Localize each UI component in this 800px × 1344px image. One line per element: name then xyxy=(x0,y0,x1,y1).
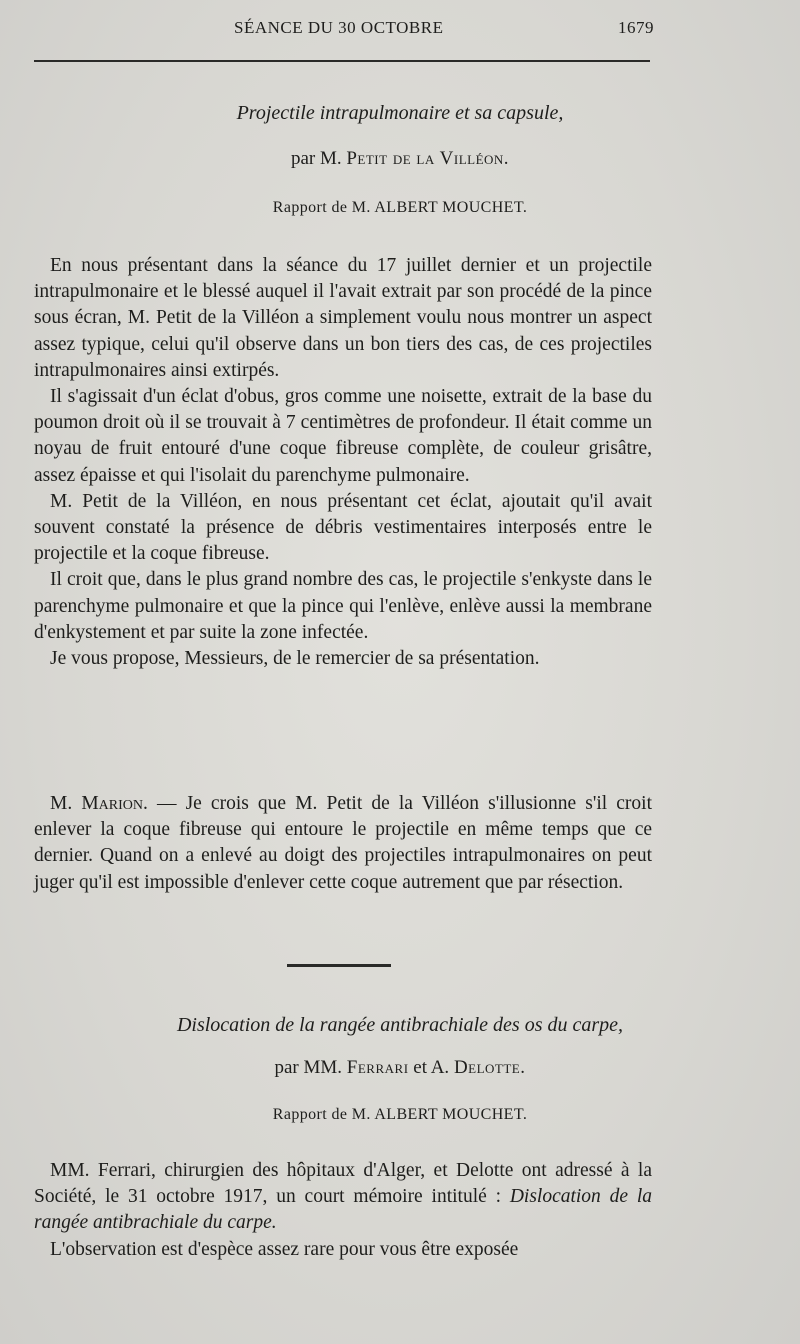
article2-author2: Delotte. xyxy=(453,1057,526,1078)
article2-paragraph1-italic: Dislocation de la rangée antibrachiale du carpe. xyxy=(34,1186,652,1234)
article2-body xyxy=(34,1158,652,1263)
discussion-speaker: M. Marion. xyxy=(50,793,148,814)
article1-paragraph: Il croit que, dans le plus grand nombre des cas, le projectile s'enkyste dans le parenchyme pulmonaire et que la pince qui l'enlève, enlève aussi la membrane d'enkystement et par suite la zone infectée. xyxy=(34,569,652,643)
article2-paragraph1-text: MM. Ferrari, chirurgien des hôpitaux d'Alger, et Delotte ont adressé à la Société, le 31 octobre 1917, un court mémoire intitulé : xyxy=(34,1160,652,1208)
article1-byline-prefix: par M. xyxy=(290,148,342,169)
article1-byline xyxy=(0,148,800,170)
header-rule xyxy=(34,60,650,62)
discussion-text: — Je crois que M. Petit de la Villéon s'illusionne s'il croit enlever la coque fibreuse qui entoure le projectile en même temps que ce dernier. Quand on a enlevé au doigt des projectiles intrapulmonaires on peut juger qu'il est impossible d'enlever cette coque autrement que par résection. xyxy=(34,793,653,893)
article2-report: Rapport de M. ALBERT MOUCHET. xyxy=(272,1106,528,1123)
page-number: 1679 xyxy=(618,18,654,37)
article2-author1: Ferrari xyxy=(346,1057,409,1078)
article1-title: Projectile intrapulmonaire et sa capsule, xyxy=(236,102,564,124)
discussion xyxy=(34,791,652,896)
running-title: SÉANCE DU 30 OCTOBRE xyxy=(234,18,444,37)
article1-author: Petit de la Villéon. xyxy=(346,148,510,169)
section-divider xyxy=(287,964,391,967)
discussion-paragraph xyxy=(34,791,652,896)
article2-joiner: et A. xyxy=(408,1057,454,1078)
article1-paragraph: En nous présentant dans la séance du 17 juillet dernier et un projectile intrapulmonaire et le blessé auquel il l'avait extrait par son procédé de la pince sous écran, M. Petit de la Villéon a simplement voulu nous montrer un aspect assez typique, celui qu'il observe dans un bon tiers des cas, de ces projectiles intrapulmonaires ainsi extirpés. xyxy=(34,255,652,381)
article1-report: Rapport de M. ALBERT MOUCHET. xyxy=(272,199,528,216)
article1-paragraph: Je vous propose, Messieurs, de le remercier de sa présentation. xyxy=(50,648,540,670)
running-header xyxy=(34,18,654,44)
article1-body xyxy=(34,253,652,672)
article2-title: Dislocation de la rangée antibrachiale des os du carpe, xyxy=(176,1014,624,1036)
article1-paragraph: Il s'agissait d'un éclat d'obus, gros comme une noisette, extrait de la base du poumon droit où il se trouvait à 7 centimètres de profondeur. Il était comme un noyau de fruit entouré d'une coque fibreuse complète, de couleur grisâtre, assez épaisse et qui l'isolait du parenchyme pulmonaire. xyxy=(34,386,652,486)
article2-paragraph xyxy=(34,1158,652,1237)
article2-byline xyxy=(0,1057,800,1079)
article2-paragraph: L'observation est d'espèce assez rare pour vous être exposée xyxy=(50,1238,519,1260)
article2-byline-prefix: par MM. xyxy=(274,1057,343,1078)
article1-paragraph: M. Petit de la Villéon, en nous présentant cet éclat, ajoutait qu'il avait souvent constaté la présence de débris vestimentaires interposés entre le projectile et la coque fibreuse. xyxy=(34,490,652,565)
